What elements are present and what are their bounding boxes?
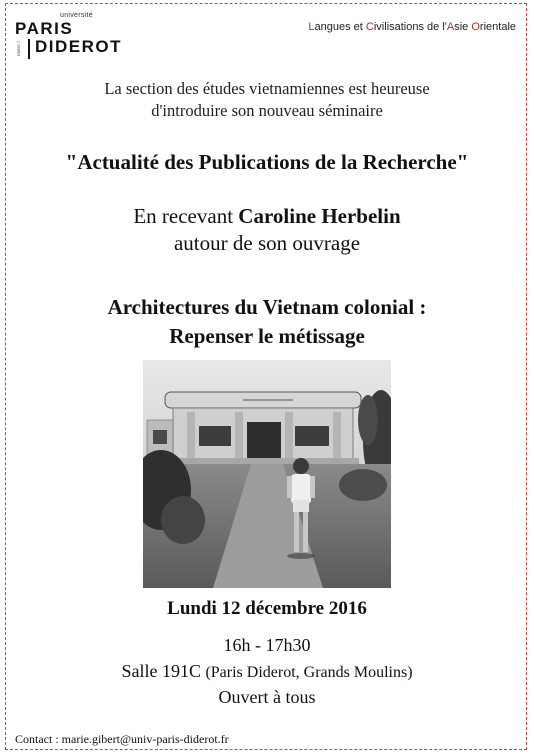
event-room xyxy=(0,661,534,682)
contact-info: Contact : marie.gibert@univ-paris-diderot.fr xyxy=(15,732,229,746)
event-access: Ouvert à tous xyxy=(218,687,316,707)
university-logo xyxy=(14,12,134,60)
logo-diderot: DIDEROT xyxy=(35,37,122,56)
seminar-title: "Actualité des Publications de la Recherche" xyxy=(65,150,469,174)
logo-paris: PARIS xyxy=(15,19,74,38)
guest-prefix: En recevant xyxy=(133,204,239,228)
department-initial: C xyxy=(365,21,374,33)
room-detail: (Paris Diderot, Grands Moulins) xyxy=(205,664,413,681)
intro-line-1: La section des études vietnamiennes est heureuse xyxy=(104,79,430,98)
department-text: ivilisations de l' xyxy=(373,21,447,33)
logo-side-text: PARIS 7 xyxy=(16,40,21,56)
book-title-line-1: Architectures du Vietnam colonial : xyxy=(107,295,427,319)
logo-universite: université xyxy=(60,12,93,19)
department-name xyxy=(308,21,516,33)
colonial-villa-photo xyxy=(143,360,391,588)
event-time: 16h - 17h30 xyxy=(223,635,311,655)
department-text: sie xyxy=(454,21,472,33)
department-initial: A xyxy=(446,21,455,33)
department-initial: L xyxy=(308,21,315,33)
department-text: rientale xyxy=(479,21,516,33)
book-title xyxy=(0,293,534,351)
room-number: Salle 191C xyxy=(121,661,201,681)
book-title-line-2: Repenser le métissage xyxy=(169,324,365,348)
intro-text xyxy=(0,78,534,122)
department-text: angues et xyxy=(314,21,366,33)
department-initial: O xyxy=(471,21,480,33)
guest-line-2: autour de son ouvrage xyxy=(173,231,361,255)
event-date: Lundi 12 décembre 2016 xyxy=(167,598,367,619)
guest-block xyxy=(0,203,534,257)
intro-line-2: d'introduire son nouveau séminaire xyxy=(151,101,383,120)
guest-name: Caroline Herbelin xyxy=(238,204,401,228)
guest-line-1 xyxy=(0,203,534,230)
logo-bar xyxy=(28,39,30,59)
